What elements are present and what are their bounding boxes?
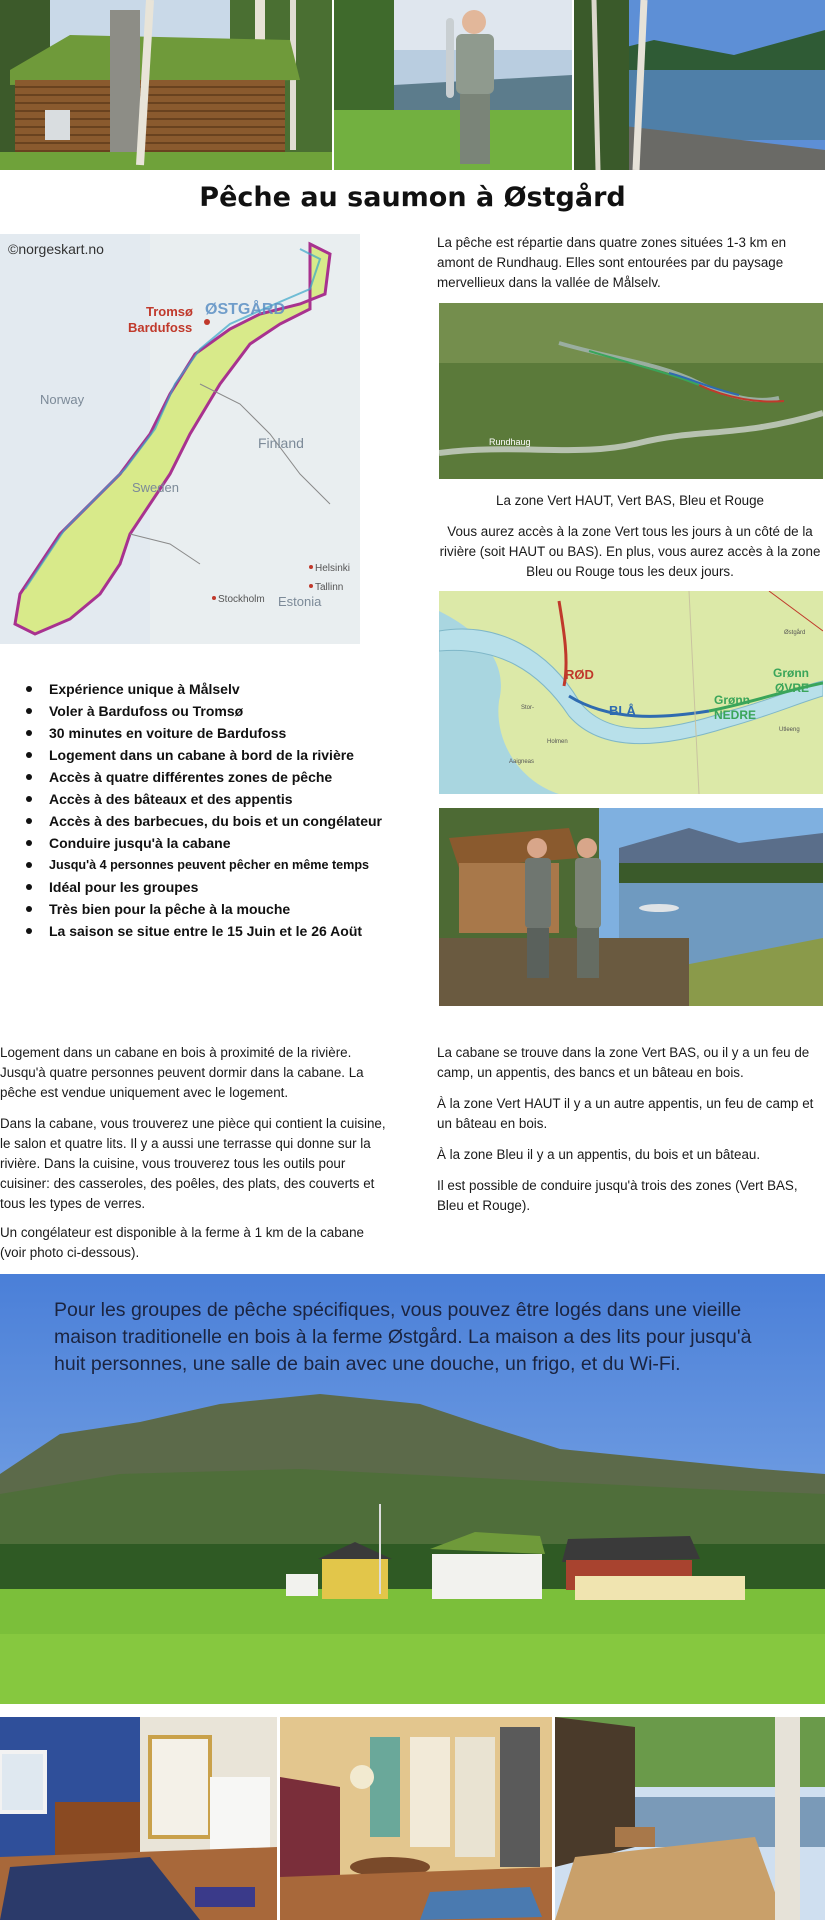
map-label-bardufoss: Bardufoss (128, 320, 193, 335)
fishermen-photo (439, 808, 823, 1006)
map-marker-helsinki (309, 565, 313, 569)
feature-item: Accès à quatre différentes zones de pêche (22, 766, 402, 788)
zone-label-green-upper-2: ØVRE (775, 681, 810, 695)
cabin-text-1: Logement dans un cabane en bois à proximité de la rivière. Jusqu'à quatre personnes peuvent dormir dans la cabane. La pêche est vendue uniquement avec le logement. (0, 1045, 364, 1100)
map-label-finland: Finland (258, 435, 304, 451)
angler-with-salmon-photo (334, 0, 572, 170)
zone-label-red: RØD (565, 667, 594, 682)
map-marker-ostgard (204, 319, 210, 325)
zone-place-1: Østgård (784, 630, 806, 636)
zones-intro-text: La pêche est répartie dans quatre zones situées 1-3 km en amont de Rundhaug. Elles sont entourées par du paysage mervellieux dans la vallée de Målselv. (437, 235, 787, 290)
zone-label-green-lower-2: NEDRE (714, 708, 757, 722)
feature-item: Jusqu'à 4 personnes peuvent pêcher en même temps (22, 854, 402, 876)
cabin-text-3: Un congélateur est disponible à la ferme à 1 km de la cabane (voir photo ci-dessous). (0, 1225, 364, 1260)
feature-item: Logement dans un cabane à bord de la rivière (22, 744, 402, 766)
zone-place-5: Stor- (521, 705, 535, 711)
river-photo (574, 0, 825, 170)
feature-item: 30 minutes en voiture de Bardufoss (22, 722, 402, 744)
interior-lounge-photo (280, 1717, 552, 1920)
norway-map (0, 234, 360, 644)
zones-caption: La zone Vert HAUT, Vert BAS, Bleu et Rouge (496, 493, 764, 508)
feature-item: Très bien pour la pêche à la mouche (22, 898, 402, 920)
feature-list (22, 678, 402, 942)
zone-label-blue: BLÅ (609, 703, 636, 718)
zone-place-2: Utleeng (779, 727, 800, 733)
interior-living-room-photo (0, 1717, 277, 1920)
farm-banner-text: Pour les groupes de pêche spécifiques, vous pouvez être logés dans une vieille maison traditionelle en bois à la ferme Østgård. La maison a des lits pour jusqu'à huit personnes, une salle de bain avec une douche, un frigo, et du Wi-Fi. (54, 1299, 752, 1375)
map-label-estonia: Estonia (278, 594, 322, 609)
map-label-tromso: Tromsø (146, 304, 193, 319)
feature-item: Idéal pour les groupes (22, 876, 402, 898)
zones-info-text-1: La cabane se trouve dans la zone Vert BAS, ou il y a un feu de camp, un appentis, des bancs et un bâteau en bois. (437, 1045, 810, 1080)
map-marker-tallinn (309, 584, 313, 588)
map-label-helsinki: Helsinki (315, 563, 351, 574)
zone-label-green-upper-1: Grønn (773, 666, 809, 680)
map-label-stockholm: Stockholm (218, 594, 265, 605)
feature-item: Expérience unique à Målselv (22, 678, 402, 700)
feature-item: Voler à Bardufoss ou Tromsø (22, 700, 402, 722)
map-label-norway: Norway (40, 392, 85, 407)
zones-info-text-3: À la zone Bleu il y a un appentis, du bois et un bâteau. (437, 1147, 761, 1162)
map-marker-stockholm (212, 596, 216, 600)
aerial-label-rundhaug: Rundhaug (489, 437, 531, 447)
cabin-text-2: Dans la cabane, vous trouverez une pièce qui contient la cuisine, le salon et quatre lits. Il y a aussi une terrasse qui donne sur la rivière. Dans la cuisine, vous trouverez tous les outils pour cuisiner: des casseroles, des poêles, des plats, des couverts et tous les types de verres. (0, 1116, 386, 1211)
zones-access-text: Vous aurez accès à la zone Vert tous les jours à un côté de la rivière (soit HAUT ou BAS). En plus, vous aurez accès à la zone Bleu ou Rouge tous les deux jours. (439, 524, 821, 579)
map-label-ostgard: ØSTGÅRD (205, 301, 285, 318)
map-label-tallinn: Tallinn (315, 582, 344, 593)
terrace-river-photo (555, 1717, 825, 1920)
feature-item: Accès à des barbecues, du bois et un congélateur (22, 810, 402, 832)
zone-place-3: Holmen (547, 739, 568, 745)
map-label-sweden: Sweden (132, 480, 179, 495)
zone-place-4: Aaigneas (509, 759, 535, 765)
map-credit: ©norgeskart.no (8, 241, 104, 257)
feature-item: Accès à des bâteaux et des appentis (22, 788, 402, 810)
feature-item: La saison se situe entre le 15 Juin et le 26 Aoüt (22, 920, 402, 942)
zones-info-text-4: Il est possible de conduire jusqu'à trois des zones (Vert BAS, Bleu et Rouge). (437, 1178, 798, 1213)
aerial-valley-photo (439, 303, 823, 479)
page-title: Pêche au saumon à Østgård (199, 182, 626, 213)
cabin-photo (0, 0, 332, 170)
feature-item: Conduire jusqu'à la cabane (22, 832, 402, 854)
zone-map (439, 591, 823, 794)
zones-info-text-2: À la zone Vert HAUT il y a un autre appentis, un feu de camp et un bâteau en bois. (437, 1096, 814, 1131)
zone-label-green-lower-1: Grønn (714, 693, 750, 707)
